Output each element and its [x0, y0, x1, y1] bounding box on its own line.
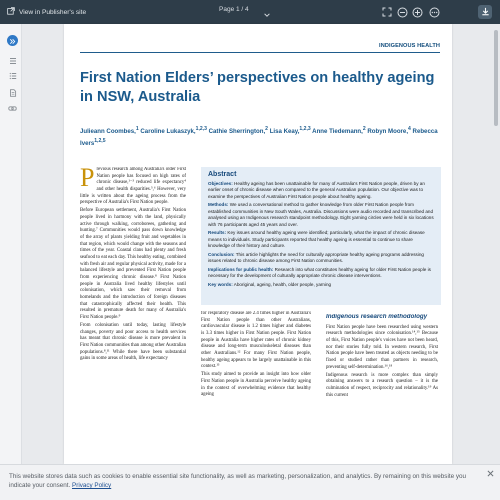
subsection-heading: Indigenous research methodology [326, 314, 428, 320]
scrollbar-thumb[interactable] [494, 30, 498, 126]
abstract-keywords [208, 282, 434, 288]
fit-page-icon[interactable] [381, 6, 393, 18]
abstract-text: This article highlights the need for culturally appropriate healthy ageing programs addressing issues related to chronic disease among First Nation communities. [208, 251, 424, 264]
cookie-banner [0, 464, 500, 500]
abstract-text: Aboriginal, ageing, health, older people, yarning [232, 281, 332, 287]
download-icon [481, 3, 490, 21]
abstract-text: Research into what constitutes healthy ageing for older First Nation people is necessary for the development of culturally appropriate chronic disease interventions. [208, 266, 431, 279]
body-column-right [326, 314, 438, 464]
list-icon[interactable] [8, 71, 17, 80]
close-icon[interactable] [486, 469, 494, 477]
affiliation-number: 1,2,3 [299, 126, 311, 132]
affiliation-number: 1,2,3 [195, 126, 207, 132]
page-indicator: Page 1 / 4 [219, 6, 249, 13]
document-icon[interactable] [8, 88, 17, 97]
abstract-text: We used a conversational method to gather knowledge from older First Nation people from established communities in New South Wales, Australia. Discussions were audio recorded and transcribed and analysed using an Indigenous research standpoint methodology. Eight yarning circles were held in six locations with 76 participants aged 45 years and over. [208, 202, 434, 227]
author-name: Julieann Coombes, [80, 128, 136, 136]
abstract-methods [208, 202, 434, 228]
body-paragraph: Before European settlement, Australia's First Nation people lived in harmony with the land, physically active through walking, corroborees, gathering and hunting.⁷ Communities would pass down knowledge of the array of plants yielding fruit and vegetables in that region, which would change with the seasons and times of the year. Coastal clans had plenty and fresh seafood to eat each day. This healthy eating, combined with fresh air and regular physical activity, made for a balanced lifestyle and prevented First Nation people from experiencing chronic disease.⁸ First Nation people in Australia lived healthy lifestyles until colonisation, which saw their removal from homelands and the introduction of foreign diseases that catastrophically affected their health. This resulted in premature death for many of Australia's First Nation people.⁹ [80, 208, 186, 320]
author-name: Cathie Sherrington, [208, 128, 266, 136]
abstract-label: Results: [208, 230, 227, 236]
abstract-label: Objectives: [208, 181, 233, 186]
body-paragraph: revious research among Australia's older First Nation people has focused on high rates of chronic disease,¹⁻³ reduced life expectancy⁴ and other health disparities.⁵,⁶ However, very little is written about the ageing process from the perspective of Australia's First Nation people. [80, 167, 186, 206]
abstract-label: Methods: [208, 202, 229, 208]
abstract-conclusion [208, 252, 434, 265]
chevron-down-icon[interactable] [263, 6, 271, 24]
zoom-in-icon[interactable] [411, 6, 423, 18]
body-paragraph: for respiratory disease are 2.4 times higher in Australia's First Nation people than other Australians, cardiovascular disease is 1.2 times higher and diabetes is 3.3 times higher in First Nation people. First Nation people in Australia have higher rates of chronic kidney disease and long-term musculoskeletal diseases than other Australians.¹² For many First Nation people, healthy ageing appears to be largely unattainable in this context.¹³ [201, 311, 311, 370]
author-name: Anne Tiedemann, [312, 128, 363, 136]
affiliation-number: 1,2,5 [94, 137, 106, 144]
affiliation-number: 1 [135, 126, 139, 132]
body-column-left [80, 167, 186, 464]
abstract-implications [208, 267, 434, 280]
abstract-objectives [208, 181, 434, 200]
abstract-label: Key words: [208, 281, 233, 287]
expand-sidebar-button[interactable] [7, 35, 18, 46]
section-tag: INDIGENOUS HEALTH [379, 43, 440, 49]
affiliation-number: 4 [408, 126, 411, 132]
body-column-middle [201, 311, 311, 464]
cookie-text: This website stores data such as cookies to enable essential site functionality, as well as marketing, personalization, and analytics. By remaining on this website you indicate your consent. [9, 473, 466, 489]
body-paragraph: Indigenous research is more complex than simply obtaining answers to a research question – it is the culmination of respect, reciprocity and relationality.¹⁹ As this current [326, 372, 438, 398]
abstract-label: Conclusion: [208, 251, 235, 257]
sidebar-rail [0, 24, 22, 464]
pdf-page [64, 24, 452, 464]
affiliation-number: 2 [265, 126, 268, 132]
author-list [80, 125, 442, 148]
body-paragraph: This study aimed to provide an insight into how older First Nation people in Australia perceive healthy ageing in the context of overwhelming evidence that healthy ageing [201, 372, 311, 398]
author-name: Rebecca Ivers [80, 128, 438, 147]
author-name: Robyn Moore, [367, 128, 409, 136]
body-paragraph: First Nation people have been researched using western research methodologies since colonisation.¹⁴,¹⁵ Because of this, First Nation people's voices have not been heard, nor their stories fully told. In western research, First Nation people have been treated as objects needing to be fixed or studied rather than partners in research, preventing self-determination.¹⁶,¹⁸ [326, 324, 438, 370]
download-button[interactable] [478, 5, 492, 19]
abstract-label: Implications for public health: [208, 266, 274, 272]
expand-icon [9, 32, 16, 50]
abstract-text: Key issues around healthy ageing were identified; particularly, what the impact of chronic disease means to individuals. Study participants reported that healthy ageing is essential to continue to share knowledge of their history and culture. [208, 230, 425, 249]
lines-icon[interactable] [8, 56, 17, 65]
abstract-box [201, 167, 441, 305]
article-title: First Nation Elders’ perspectives on healthy ageing in NSW, Australia [80, 70, 435, 105]
abstract-text: Healthy ageing has been unattainable for many of Australia's First Nation people, driven by an earlier onset of chronic disease when compared to the general Australian population. Our objective was to examine the perspectives of Australian First Nation people about healthy ageing. [208, 181, 425, 199]
affiliation-number: 2 [362, 126, 366, 132]
link-icon[interactable] [8, 104, 17, 113]
abstract-heading: Abstract [208, 171, 237, 178]
view-publisher-site-link[interactable] [7, 5, 86, 19]
header-rule [80, 52, 440, 53]
privacy-policy-link[interactable]: Privacy Policy [72, 482, 112, 489]
author-name: Caroline Lukaszyk, [140, 128, 196, 136]
pdf-viewer-toolbar [0, 0, 500, 24]
author-name: Lisa Keay, [269, 128, 300, 136]
cookie-message [9, 472, 483, 490]
publisher-link-label: View in Publisher's site [19, 8, 87, 16]
body-paragraph: From colonisation until today, lasting lifestyle changes, poverty and poor access to health services has meant that chronic disease is more prevalent in First Nation communities than among other Australian populations.⁸,¹¹ While there have been substantial gains in some areas of health, life expectancy [80, 322, 186, 362]
zoom-out-icon[interactable] [396, 6, 408, 18]
external-link-icon [7, 7, 19, 17]
more-options-icon[interactable] [428, 6, 440, 18]
abstract-results [208, 230, 434, 249]
drop-cap: P [80, 167, 95, 192]
